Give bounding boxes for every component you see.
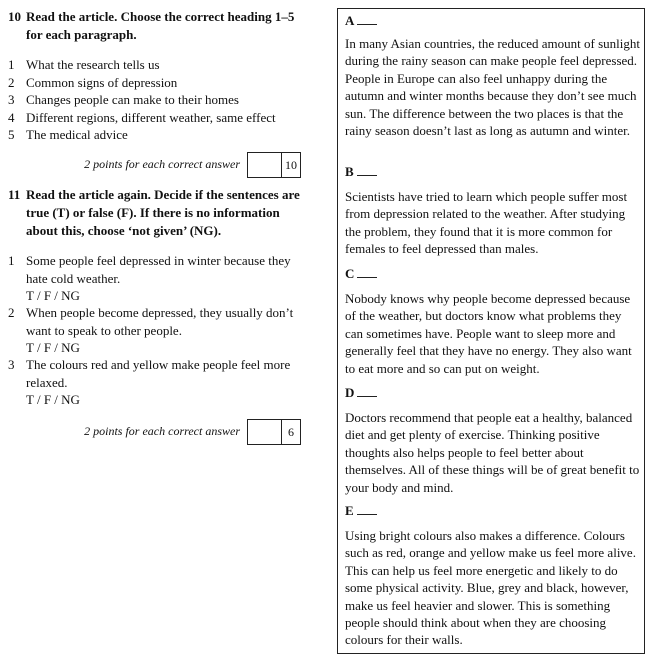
paragraph-heading bbox=[345, 164, 377, 180]
q10-item bbox=[8, 109, 308, 127]
q11-points bbox=[8, 419, 308, 445]
item-number: 1 bbox=[8, 253, 15, 268]
paragraph-letter: A bbox=[345, 13, 355, 28]
tfng-options[interactable]: T / F / NG bbox=[26, 340, 80, 355]
item-number: 2 bbox=[8, 305, 15, 320]
q11-heading bbox=[8, 186, 306, 240]
item-number: 4 bbox=[8, 109, 15, 125]
q11-item bbox=[8, 356, 308, 409]
paragraph-text: Doctors recommend that people eat a healthy, balanced diet and get plenty of exercise. Thinking positive thoughts also helps people to feel better about themselves. All of these things will be of great benefit to your body and mind. bbox=[345, 410, 640, 495]
answer-blank[interactable] bbox=[357, 504, 377, 515]
tfng-options[interactable]: T / F / NG bbox=[26, 392, 80, 407]
item-text: Different regions, different weather, same effect bbox=[26, 109, 276, 125]
points-label: 2 points for each correct answer bbox=[84, 424, 240, 438]
points-total: 6 bbox=[281, 419, 301, 445]
item-number: 2 bbox=[8, 74, 15, 90]
q11-number: 11 bbox=[8, 187, 21, 202]
q10-item bbox=[8, 91, 308, 109]
answer-blank[interactable] bbox=[357, 386, 377, 397]
paragraph-text: Scientists have tried to learn which people suffer most from depression related to the weather. After studying the problem, they found that it is more common for females to feel depressed than males. bbox=[345, 189, 628, 257]
paragraph-letter: B bbox=[345, 164, 354, 179]
answer-blank[interactable] bbox=[357, 14, 377, 25]
article-box bbox=[337, 8, 645, 654]
q10-points bbox=[8, 152, 308, 178]
item-text: The colours red and yellow make people feel more relaxed. bbox=[26, 357, 291, 390]
item-number: 3 bbox=[8, 357, 15, 372]
q10-heading bbox=[8, 8, 306, 44]
q10-item bbox=[8, 74, 308, 92]
q11-instruction: Read the article again. Decide if the sentences are true (T) or false (F). If there is no information about this, choose ‘not given’ (NG). bbox=[26, 187, 300, 238]
item-text: The medical advice bbox=[26, 127, 128, 142]
q10-item bbox=[8, 56, 308, 74]
paragraph-heading bbox=[345, 266, 377, 282]
paragraph-heading bbox=[345, 385, 377, 401]
item-text: Changes people can make to their homes bbox=[26, 92, 239, 107]
paragraph-letter: E bbox=[345, 503, 354, 518]
q10-instruction: Read the article. Choose the correct heading 1–5 for each paragraph. bbox=[26, 9, 295, 42]
q10-item bbox=[8, 126, 308, 144]
score-box[interactable] bbox=[247, 419, 281, 445]
item-text: When people become depressed, they usually don’t want to speak to other people. bbox=[26, 305, 294, 338]
paragraph-heading bbox=[345, 503, 377, 519]
q10-number: 10 bbox=[8, 9, 21, 24]
paragraph-heading bbox=[345, 13, 377, 29]
item-text: Common signs of depression bbox=[26, 74, 178, 90]
paragraph-letter: D bbox=[345, 385, 355, 400]
item-number: 1 bbox=[8, 57, 15, 72]
answer-blank[interactable] bbox=[357, 165, 377, 176]
item-text: Some people feel depressed in winter because they hate cold weather. bbox=[26, 253, 291, 286]
points-label: 2 points for each correct answer bbox=[84, 157, 240, 171]
points-total: 10 bbox=[281, 152, 301, 178]
paragraph-text: Nobody knows why people become depressed because of the weather, but doctors know what problems they can sometimes have. People want to sleep more and generally feel that they have no energy. They also want to eat more and so can put on weight. bbox=[345, 291, 632, 376]
q11-item bbox=[8, 252, 308, 305]
paragraph-letter: C bbox=[345, 266, 355, 281]
score-box[interactable] bbox=[247, 152, 281, 178]
paragraph-text: In many Asian countries, the reduced amount of sunlight during the rainy season can make people feel depressed. People in Europe can also feel unhappy during the autumn and winter months because they don’t see much sun. The difference between the two places is that the rainy season doesn’t last as long as autumn and winter. bbox=[345, 36, 640, 139]
answer-blank[interactable] bbox=[357, 267, 377, 278]
tfng-options[interactable]: T / F / NG bbox=[26, 288, 80, 303]
item-number: 3 bbox=[8, 92, 15, 107]
item-number: 5 bbox=[8, 127, 15, 142]
q11-item bbox=[8, 304, 308, 357]
paragraph-text: Using bright colours also makes a difference. Colours such as red, orange and yellow make us feel more alive. This can help us feel more energetic and likely to do some physical activity. Blue, grey and black, however, make us feel heavier and slower. This is something people should think about when they are choosing colours for their walls. bbox=[345, 528, 636, 648]
item-text: What the research tells us bbox=[26, 57, 160, 72]
